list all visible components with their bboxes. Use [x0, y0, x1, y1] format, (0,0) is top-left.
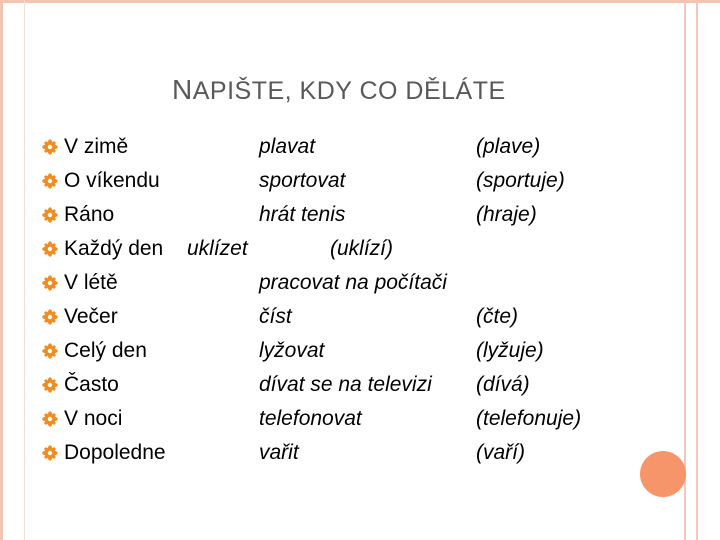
time-expression: Každý den — [64, 237, 164, 260]
slide-title — [172, 74, 506, 106]
time-expression: V noci — [64, 407, 123, 430]
conjugated-form: (vaří) — [476, 441, 525, 464]
daisy-bullet-icon — [42, 275, 58, 291]
conjugated-form: (hraje) — [476, 203, 537, 226]
time-expression: V létě — [64, 271, 118, 294]
daisy-bullet-icon — [42, 377, 58, 393]
list-item — [0, 300, 720, 334]
time-expression: Celý den — [64, 339, 147, 362]
conjugated-form: (sportuje) — [476, 169, 565, 192]
list-item — [0, 130, 720, 164]
conjugated-form: (dívá) — [476, 373, 530, 396]
activity-verb: číst — [259, 305, 292, 328]
conjugated-form: (uklízí) — [330, 237, 393, 260]
time-expression: Večer — [64, 305, 118, 328]
daisy-bullet-icon — [42, 309, 58, 325]
list-item — [0, 164, 720, 198]
activity-verb: telefonovat — [259, 407, 362, 430]
list-item — [0, 368, 720, 402]
conjugated-form: (čte) — [476, 305, 518, 328]
time-expression: O víkendu — [64, 169, 160, 192]
daisy-bullet-icon — [42, 241, 58, 257]
list-item — [0, 266, 720, 300]
activity-verb: plavat — [259, 135, 316, 158]
time-expression: Ráno — [64, 203, 115, 226]
list-item — [0, 334, 720, 368]
daisy-bullet-icon — [42, 445, 58, 461]
frame-top-border — [0, 0, 720, 3]
activity-verb: hrát tenis — [259, 203, 346, 226]
time-expression: Často — [64, 373, 119, 396]
activity-verb: vařit — [259, 441, 299, 464]
list-item — [0, 232, 720, 266]
list-item — [0, 436, 720, 470]
daisy-bullet-icon — [42, 207, 58, 223]
title-first-letter: N — [172, 74, 193, 105]
daisy-bullet-icon — [42, 173, 58, 189]
title-rest: APIŠTE, KDY CO DĚLÁTE — [192, 77, 506, 105]
daisy-bullet-icon — [42, 411, 58, 427]
activity-verb: lyžovat — [259, 339, 325, 362]
activity-verb: sportovat — [259, 169, 346, 192]
activity-verb: uklízet — [187, 237, 248, 260]
daisy-bullet-icon — [42, 343, 58, 359]
conjugated-form: (telefonuje) — [476, 407, 582, 430]
activity-verb: dívat se na televizi — [259, 373, 432, 396]
list-item — [0, 402, 720, 436]
activity-verb: pracovat na počítači — [259, 271, 447, 294]
daisy-bullet-icon — [42, 139, 58, 155]
conjugated-form: (plave) — [476, 135, 541, 158]
time-expression: Dopoledne — [64, 441, 166, 464]
decorative-circle — [640, 451, 686, 497]
time-expression: V zimě — [64, 135, 129, 158]
conjugated-form: (lyžuje) — [476, 339, 544, 362]
list-item — [0, 198, 720, 232]
